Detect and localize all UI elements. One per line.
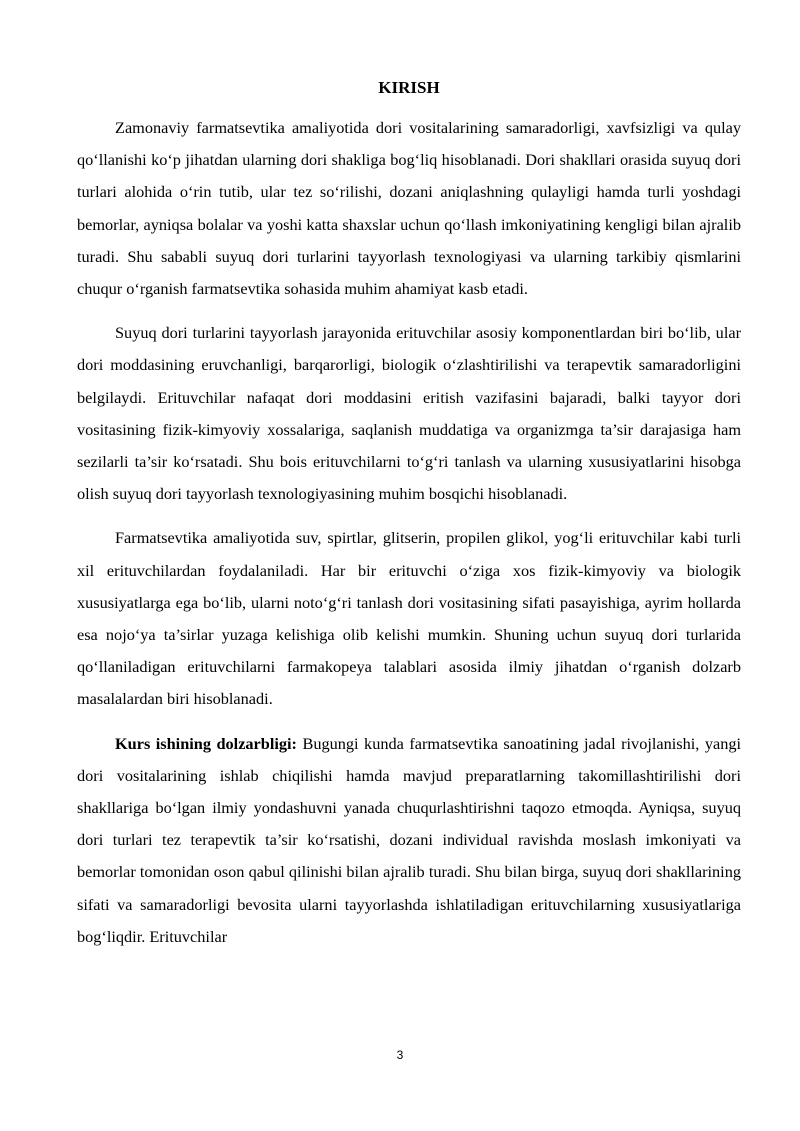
paragraph-text: Suyuq dori turlarini tayyorlash jarayonida erituvchilar asosiy komponentlardan biri bo‘lib, ular dori moddasining eruvchanligi, barqarorligi, biologik o‘zlashtirilishi va terapevtik samaradorligini belgilaydi. Erituvchilar nafaqat dori moddasini eritish vazifasini bajaradi, balki tayyor dori vositasining fizik-kimyoviy xossalariga, saqlanish muddatiga va organizmga ta’sir darajasiga ham sezilarli ta’sir ko‘rsatadi. Shu bois erituvchilarni to‘g‘ri tanlash va ularning xususiyatlarini hisobga olish suyuq dori tayyorlash texnologiyasining muhim bosqichi hisoblanadi. [77,323,741,504]
paragraph-solvents-role [77,317,741,510]
paragraph-solvent-types [77,522,741,715]
paragraph-text: Bugungi kunda farmatsevtika sanoatining jadal rivojlanishi, yangi dori vositalarining ishlab chiqilishi hamda mavjud preparatlarning takomillashtirilishi dori shakllariga bo‘lgan ilmiy yondashuvni yanada chuqurlashtirishni taqozo etmoqda. Ayniqsa, suyuq dori turlari tez terapevtik ta’sir ko‘rsatishi, dozani individual ravishda moslash imkoniyati va bemorlar tomonidan oson qabul qilinishi bilan ajralib turadi. Shu bilan birga, suyuq dori shakllarining sifati va samaradorligi bevosita ularni tayyorlashda ishlatiladigan erituvchilarning xususiyatlariga bog‘liqdir. Erituvchilar [77,733,742,946]
paragraph-text: Zamonaviy farmatsevtika amaliyotida dori vositalarining samaradorligi, xavfsizligi va qulay qo‘llanishi ko‘p jihatdan ularning dori shakliga bog‘liq hisoblanadi. Dori shakllari orasida suyuq dori turlari alohida o‘rin tutib, ular tez so‘rilishi, dozani aniqlashning qulayligi hamda turli yoshdagi bemorlar, ayniqsa bolalar va yoshi katta shaxslar uchun qo‘llash imkoniyatining kengligi bilan ajralib turadi. Shu sababli suyuq dori turlarini tayyorlash texnologiyasi va ularning tarkibiy qismlarini chuqur o‘rganish farmatsevtika sohasida muhim ahamiyat kasb etadi. [77,118,741,299]
paragraph-lead-bold: Kurs ishining dolzarbligi: [115,733,297,753]
paragraph-intro [77,112,741,305]
document-page [77,72,741,965]
paragraph-relevance [77,728,741,953]
section-title: KIRISH [378,78,440,97]
page-number: 3 [396,1048,404,1062]
paragraph-text: Farmatsevtika amaliyotida suv, spirtlar, glitserin, propilen glikol, yog‘li erituvchilar kabi turli xil erituvchilardan foydalaniladi. Har bir erituvchi o‘ziga xos fizik-kimyoviy va biologik xususiyatlarga ega bo‘lib, ularni noto‘g‘ri tanlash dori vositasining sifati pasayishiga, ayrim hollarda esa nojo‘ya ta’sirlar yuzaga kelishiga olib kelishi mumkin. Shuning uchun suyuq dori turlarida qo‘llaniladigan erituvchilarni farmakopeya talablari asosida ilmiy jihatdan o‘rganish dolzarb masalalardan biri hisoblanadi. [77,528,741,709]
